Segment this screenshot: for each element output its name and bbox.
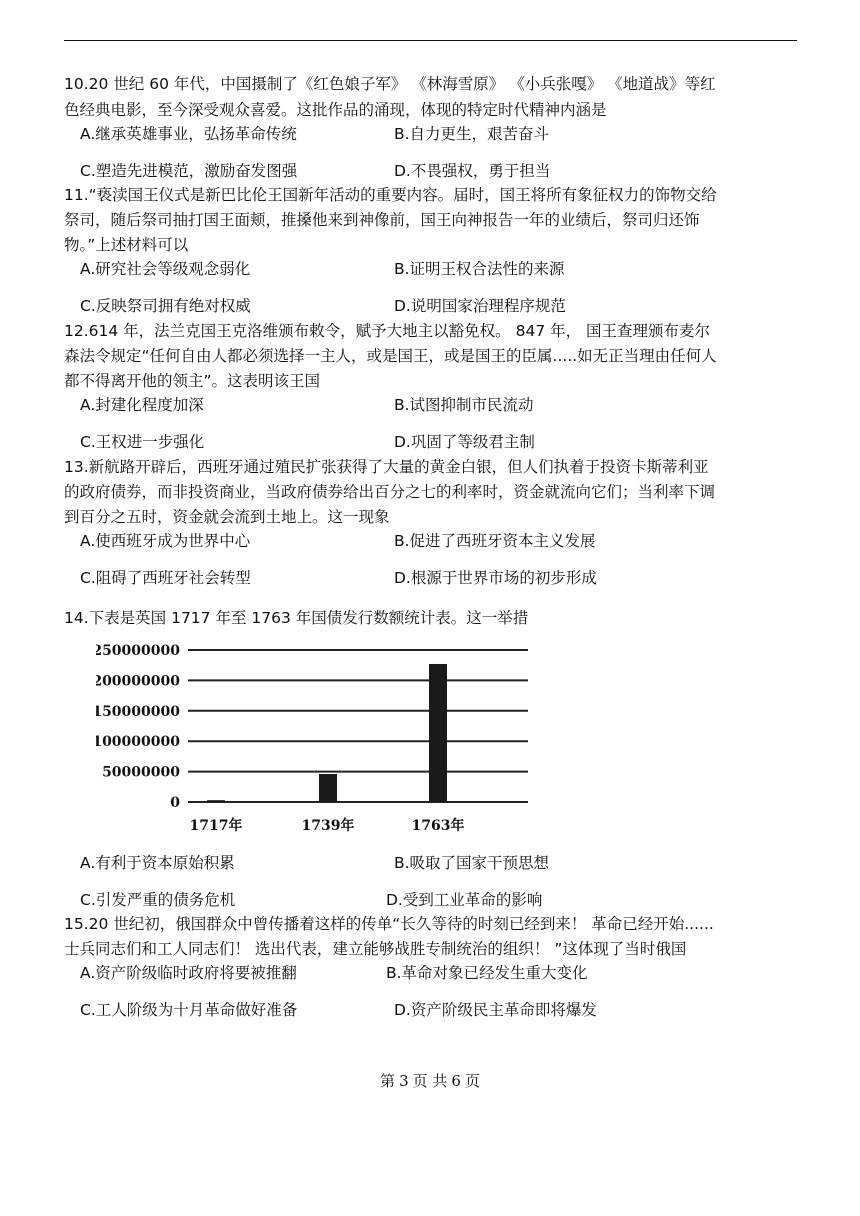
question-text-line: 物。”上述材料可以	[64, 236, 189, 254]
option-b[interactable]: B.试图抑制市民流动	[394, 396, 534, 414]
y-tick-label: 200000000	[96, 673, 180, 690]
option-b[interactable]: B.自力更生，艰苦奋斗	[394, 125, 550, 143]
option-b[interactable]: B.促进了西班牙资本主义发展	[394, 532, 596, 550]
question-text-line: 12.614 年，法兰克国王克洛维颁布敕令，赋予大地主以豁免权。 847 年， 国王查理颁布麦尔	[64, 322, 711, 340]
option-c[interactable]: C.阻碍了西班牙社会转型	[80, 569, 251, 587]
option-d[interactable]: D.受到工业革命的影响	[386, 891, 543, 909]
question-text-line: 15.20 世纪初，俄国群众中曾传播着这样的传单“长久等待的时刻已经到来！ 革命已经开始......	[64, 915, 714, 933]
option-a[interactable]: A.有利于资本原始积累	[80, 854, 235, 872]
question-text-line: 到百分之五时，资金就会流到土地上。这一现象	[64, 508, 390, 526]
question-text-line: 色经典电影，至今深受观众喜爱。这批作品的涌现，体现的特定时代精神内涵是	[64, 101, 607, 119]
national-debt-chart	[96, 632, 532, 842]
option-c[interactable]: C.引发严重的债务危机	[80, 891, 236, 909]
option-c[interactable]: C.工人阶级为十月革命做好准备	[80, 1001, 298, 1019]
footer-suffix: 页	[464, 1072, 480, 1090]
bar	[429, 664, 447, 802]
option-a[interactable]: A.资产阶级临时政府将要被推翻	[80, 964, 297, 982]
question-text-line: 祭司，随后祭司抽打国王面颊，推搡他来到神像前，国王向神报告一年的业绩后，祭司归还饰	[64, 211, 700, 229]
option-a[interactable]: A.继承英雄事业，弘扬革命传统	[80, 125, 297, 143]
bar-chart	[96, 632, 532, 842]
option-d[interactable]: D.不畏强权，勇于担当	[394, 162, 551, 180]
option-b[interactable]: B.革命对象已经发生重大变化	[386, 964, 588, 982]
question-text-line: 14.下表是英国 1717 年至 1763 年国债发行数额统计表。这一举措	[64, 609, 529, 627]
x-tick-label: 1763年	[411, 818, 465, 834]
question-text-line: 11.“亵渎国王仪式是新巴比伦王国新年活动的重要内容。届时，国王将所有象征权力的饰物交给	[64, 186, 717, 204]
question-text-line: 10.20 世纪 60 年代，中国摄制了《红色娘子军》 《林海雪原》 《小兵张嘎》 《地道战》等红	[64, 75, 716, 93]
x-tick-label: 1739年	[301, 818, 355, 834]
option-d[interactable]: D.巩固了等级君主制	[394, 433, 535, 451]
option-b[interactable]: B.证明王权合法性的来源	[394, 260, 565, 278]
option-d[interactable]: D.说明国家治理程序规范	[394, 297, 566, 315]
option-b[interactable]: B.吸取了国家干预思想	[394, 854, 550, 872]
option-a[interactable]: A.封建化程度加深	[80, 396, 204, 414]
question-text-line: 都不得离开他的领主”。这表明该王国	[64, 372, 321, 390]
footer-mid: 页 共	[412, 1072, 448, 1090]
question-text-line: 13.新航路开辟后，西班牙通过殖民扩张获得了大量的黄金白银，但人们执着于投资卡斯蒂利亚	[64, 458, 709, 476]
bar	[319, 774, 337, 802]
x-tick-label: 1717年	[189, 818, 243, 834]
option-a[interactable]: A.研究社会等级观念弱化	[80, 260, 251, 278]
y-tick-label: 150000000	[96, 703, 180, 720]
y-tick-label: 250000000	[96, 643, 180, 659]
y-tick-label: 100000000	[96, 734, 180, 751]
y-tick-label: 50000000	[102, 764, 180, 781]
current-page-number: 3	[399, 1072, 409, 1090]
total-page-number: 6	[451, 1072, 461, 1090]
option-c[interactable]: C.塑造先进模范，激励奋发图强	[80, 162, 298, 180]
option-c[interactable]: C.反映祭司拥有绝对权威	[80, 297, 251, 315]
option-a[interactable]: A.使西班牙成为世界中心	[80, 532, 251, 550]
question-text-line: 森法令规定“任何自由人都必须选择一主人，或是国王，或是国王的臣属.....如无正当理由任何人	[64, 347, 717, 365]
option-d[interactable]: D.资产阶级民主革命即将爆发	[394, 1001, 597, 1019]
bar	[207, 800, 225, 802]
page-footer	[0, 1070, 860, 1091]
y-tick-label: 0	[170, 795, 180, 811]
option-d[interactable]: D.根源于世界市场的初步形成	[394, 569, 597, 587]
option-c[interactable]: C.王权进一步强化	[80, 433, 205, 451]
question-text-line: 士兵同志们和工人同志们！ 选出代表，建立能够战胜专制统治的组织！ ”这体现了当时俄国	[64, 940, 687, 958]
top-rule	[64, 40, 797, 41]
footer-prefix: 第	[380, 1072, 396, 1090]
question-text-line: 的政府债券，而非投资商业，当政府债券给出百分之七的利率时，资金就流向它们；当利率下调	[64, 483, 716, 501]
